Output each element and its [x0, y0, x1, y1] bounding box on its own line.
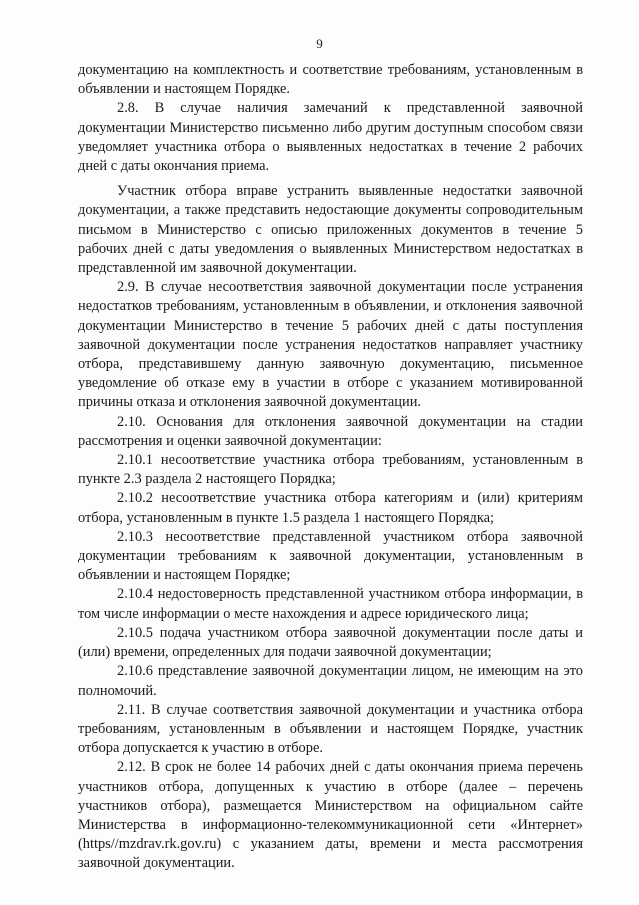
- paragraph-2-8-participant: Участник отбора вправе устранить выявленные недостатки заявочной документации, а также представить недостающие документы сопроводительным письмом в Министерство с описью приложенных документов в течение 5 рабочих дней с даты уведомления о выявленных Министерством недостатках в представленной им заявочной документации.: [78, 183, 583, 277]
- paragraph-2-11: 2.11. В случае соответствия заявочной документации и участника отбора требованиям, установленным в объявлении и настоящем Порядке, участник отбора допускается к участию в отборе.: [78, 701, 583, 757]
- page-number: 9: [316, 36, 323, 51]
- paragraph-2-10: 2.10. Основания для отклонения заявочной документации на стадии рассмотрения и оценки заявочной документации:: [78, 413, 583, 449]
- document-body: [78, 61, 583, 874]
- paragraph-2-10-1: 2.10.1 несоответствие участника отбора требованиям, установленным в пункте 2.3 раздела 2 настоящего Порядка;: [78, 452, 583, 488]
- paragraph-2-12: 2.12. В срок не более 14 рабочих дней с даты окончания приема перечень участников отбора, допущенных к участию в отборе (далее – перечень участников отбора), размещается Министерством на официальном сайте Министерства в информационно-телекоммуникационной сети «Интернет» (https//mzdrav.rk.gov.ru) с указанием даты, времени и места рассмотрения заявочной документации.: [78, 759, 583, 872]
- paragraph-2-10-5: 2.10.5 подача участником отбора заявочной документации после даты и (или) времени, определенных для подачи заявочной документации;: [78, 624, 583, 661]
- paragraph-2-10-6: 2.10.6 представление заявочной документации лицом, не имеющим на это полномочий.: [78, 663, 583, 699]
- paragraph-2-9: 2.9. В случае несоответствия заявочной документации после устранения недостатков требованиям, установленным в объявлении, и отклонения заявочной документации Министерство в течение 5 рабочих дней с даты поступления заявочной документации после устранения недостатков направляет участнику отбора, представившему данную заявочную документацию, письменное уведомление об отказе ему в участии в отборе с указанием мотивированной причины отказа и отклонения заявочной документации.: [78, 279, 583, 411]
- paragraph-2-10-4: 2.10.4 недостоверность представленной участником отбора информации, в том числе информации о месте нахождения и адресе юридического лица;: [78, 586, 583, 622]
- paragraph-2-10-2: 2.10.2 несоответствие участника отбора категориям и (или) критериям отбора, установленным в пункте 1.5 раздела 1 настоящего Порядка;: [78, 490, 583, 526]
- paragraph-2-8: 2.8. В случае наличия замечаний к представленной заявочной документации Министерство письменно либо другим доступным способом связи уведомляет участника отбора о выявленных недостатках в течение 2 рабочих дней с даты окончания приема.: [78, 100, 583, 175]
- paragraph-2-10-3: 2.10.3 несоответствие представленной участником отбора заявочной документации требованиям к заявочной документации, установленным в объявлении и настоящем Порядке;: [78, 528, 583, 584]
- paragraph-continuation: документацию на комплектность и соответствие требованиям, установленным в объявлении и настоящем Порядке.: [78, 62, 583, 98]
